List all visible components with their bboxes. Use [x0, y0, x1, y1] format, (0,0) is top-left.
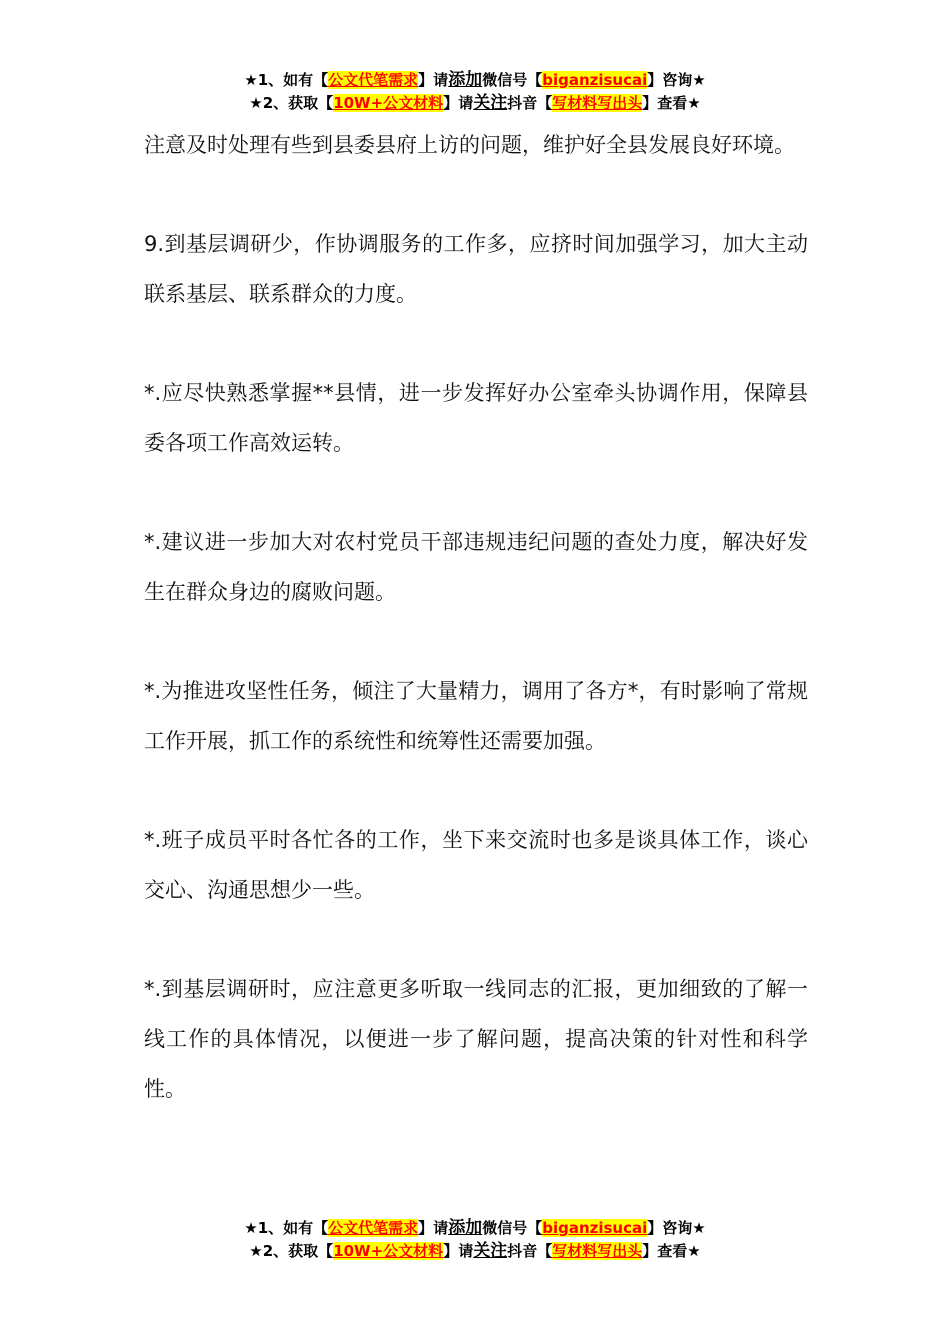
header-banner — [0, 69, 950, 115]
highlight-service: 公文代笔需求 — [328, 1219, 419, 1237]
banner-text: 】咨询★ — [647, 1219, 706, 1237]
paragraph: *.为推进攻坚性任务，倾注了大量精力，调用了各方*，有时影响了常规工作开展，抓工作的系统性和统筹性还需要加强。 — [144, 679, 808, 753]
paragraph: 9.到基层调研少，作协调服务的工作多，应挤时间加强学习，加大主动联系基层、联系群众的力度。 — [144, 232, 808, 306]
banner-text: 微信号【 — [482, 71, 543, 89]
highlight-douyin-account: 写材料写出头 — [552, 94, 643, 112]
banner-text: ★2、获取【 — [249, 1242, 334, 1260]
banner-text: 微信号【 — [482, 1219, 543, 1237]
footer-banner — [0, 1217, 950, 1263]
banner-text: 】咨询★ — [647, 71, 706, 89]
banner-line-1 — [0, 1217, 950, 1240]
banner-text: ★1、如有【 — [244, 1219, 329, 1237]
highlight-douyin-account: 写材料写出头 — [552, 1242, 643, 1260]
banner-text: 】请 — [418, 1219, 449, 1237]
banner-text: 抖音【 — [507, 1242, 553, 1260]
paragraph: *.应尽快熟悉掌握**县情，进一步发挥好办公室牵头协调作用，保障县委各项工作高效运转。 — [144, 381, 808, 455]
highlight-service: 公文代笔需求 — [328, 71, 419, 89]
banner-text: 】请 — [418, 71, 449, 89]
banner-text: ★1、如有【 — [244, 71, 329, 89]
document-body — [144, 120, 808, 1163]
paragraph: 注意及时处理有些到县委县府上访的问题，维护好全县发展良好环境。 — [144, 133, 795, 157]
banner-text: 抖音【 — [507, 94, 553, 112]
banner-line-1 — [0, 69, 950, 92]
paragraph: *.班子成员平时各忙各的工作，坐下来交流时也多是谈具体工作，谈心交心、沟通思想少一些。 — [144, 828, 808, 902]
banner-line-2 — [0, 1240, 950, 1263]
highlight-wechat-id: biganzisucai — [542, 1219, 648, 1237]
banner-line-2 — [0, 92, 950, 115]
underline-follow: 关注 — [473, 93, 508, 113]
underline-follow: 关注 — [473, 1241, 508, 1261]
highlight-materials: 10W+公文材料 — [333, 94, 444, 112]
highlight-materials: 10W+公文材料 — [333, 1242, 444, 1260]
banner-text: 】查看★ — [642, 94, 701, 112]
banner-text: 】查看★ — [642, 1242, 701, 1260]
highlight-wechat-id: biganzisucai — [542, 71, 648, 89]
paragraph: *.建议进一步加大对农村党员干部违规违纪问题的查处力度，解决好发生在群众身边的腐败问题。 — [144, 530, 808, 604]
banner-text: 】请 — [443, 1242, 474, 1260]
banner-text: ★2、获取【 — [249, 94, 334, 112]
paragraph: *.到基层调研时，应注意更多听取一线同志的汇报，更加细致的了解一线工作的具体情况，以便进一步了解问题，提高决策的针对性和科学性。 — [144, 977, 808, 1101]
banner-text: 】请 — [443, 94, 474, 112]
underline-add: 添加 — [448, 1218, 483, 1238]
underline-add: 添加 — [448, 70, 483, 90]
